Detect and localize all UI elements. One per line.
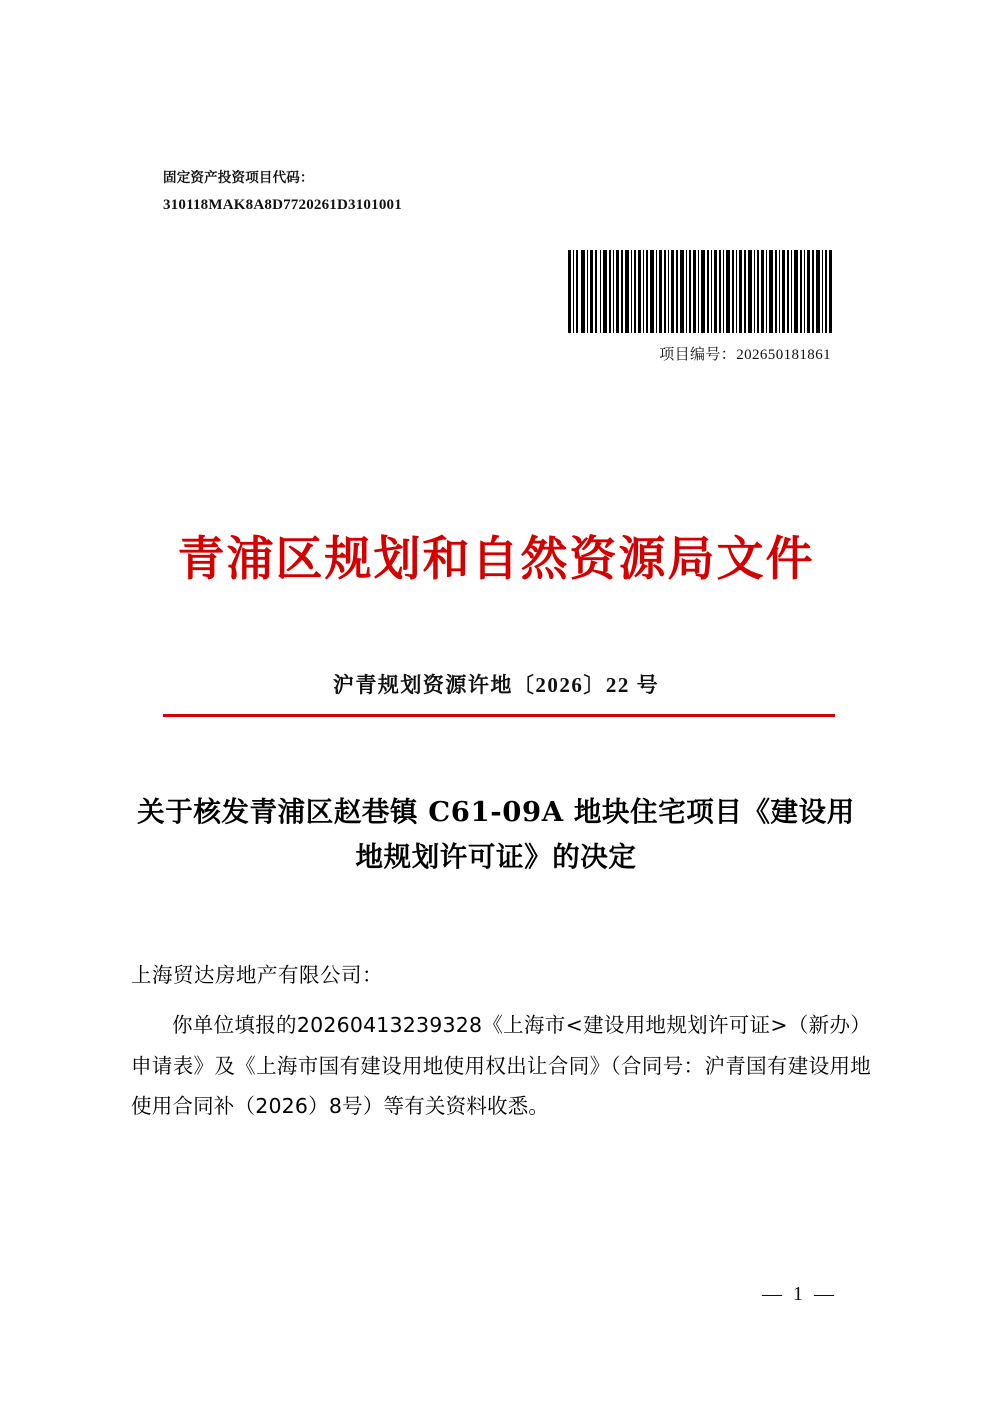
document-heading: 关于核发青浦区赵巷镇 C61-09A 地块住宅项目《建设用地规划许可证》的决定 bbox=[137, 796, 855, 873]
addressee: 上海贸达房地产有限公司： bbox=[131, 963, 383, 987]
page-number: — 1 — bbox=[762, 1283, 837, 1305]
investment-project-code-label: 固定资产投资项目代码： bbox=[163, 170, 314, 186]
investment-project-code-value: 310118MAK8A8D7720261D3101001 bbox=[163, 197, 402, 214]
body-paragraph: 你单位填报的20260413239328《上海市<建设用地规划许可证>（新办）申请表》及《上海市国有建设用地使用权出让合同》（合同号：沪青国有建设用地使用合同补（2026）8号）等有关资料收悉。 bbox=[131, 1013, 871, 1119]
page-title: 青浦区规划和自然资源局文件 bbox=[177, 532, 815, 587]
barcode-block bbox=[567, 250, 833, 364]
barcode-icon bbox=[567, 250, 833, 333]
project-number: 项目编号：202650181861 bbox=[659, 347, 831, 363]
document-number: 沪青规划资源许地〔2026〕22 号 bbox=[332, 673, 660, 697]
investment-project-code bbox=[163, 168, 583, 214]
red-divider bbox=[163, 714, 835, 717]
